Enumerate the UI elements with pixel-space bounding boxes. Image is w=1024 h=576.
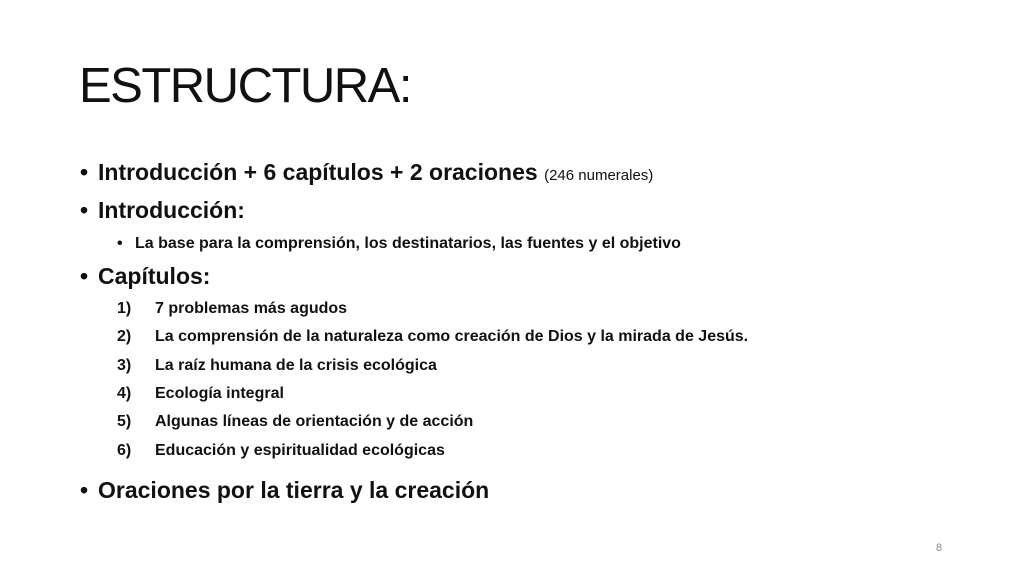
slide-title: ESTRUCTURA: [79, 59, 411, 113]
chapter-number: 5) [117, 413, 132, 430]
sub-bullet-introduccion [117, 234, 681, 254]
chapter-number: 2) [117, 328, 132, 345]
chapter-item [117, 327, 748, 347]
bullet-oraciones-text: Oraciones por la tierra y la creación [98, 477, 490, 503]
chapter-item [117, 384, 284, 404]
chapter-item [117, 299, 347, 319]
bullet-overview-text: Introducción + 6 capítulos + 2 oraciones [98, 159, 538, 185]
chapter-item [117, 441, 445, 461]
bullet-introduccion [80, 196, 245, 224]
chapter-item [117, 412, 473, 432]
bullet-oraciones [80, 476, 489, 504]
chapter-text: La comprensión de la naturaleza como creación de Dios y la mirada de Jesús. [155, 328, 749, 345]
chapter-number: 3) [117, 357, 132, 374]
page-number: 8 [936, 542, 943, 554]
chapter-text: 7 problemas más agudos [155, 300, 348, 317]
bullet-overview [80, 158, 653, 190]
chapter-text: Ecología integral [155, 385, 284, 402]
chapter-text: La raíz humana de la crisis ecológica [155, 357, 437, 374]
bullet-capitulos-text: Capítulos: [98, 263, 211, 289]
bullet-dot: • [80, 477, 89, 503]
bullet-overview-note: (246 numerales) [544, 167, 654, 184]
chapter-number: 1) [117, 300, 132, 317]
sub-bullet-introduccion-text: La base para la comprensión, los destinatarios, las fuentes y el objetivo [135, 235, 681, 252]
bullet-capitulos [80, 262, 210, 290]
bullet-introduccion-text: Introducción: [98, 197, 245, 223]
bullet-dot: • [117, 235, 123, 252]
chapter-item [117, 356, 437, 376]
chapter-text: Educación y espiritualidad ecológicas [155, 442, 445, 459]
bullet-dot: • [80, 159, 89, 185]
bullet-dot: • [80, 197, 89, 223]
chapter-number: 4) [117, 385, 132, 402]
chapter-text: Algunas líneas de orientación y de acción [155, 413, 474, 430]
bullet-dot: • [80, 263, 89, 289]
chapter-number: 6) [117, 442, 132, 459]
